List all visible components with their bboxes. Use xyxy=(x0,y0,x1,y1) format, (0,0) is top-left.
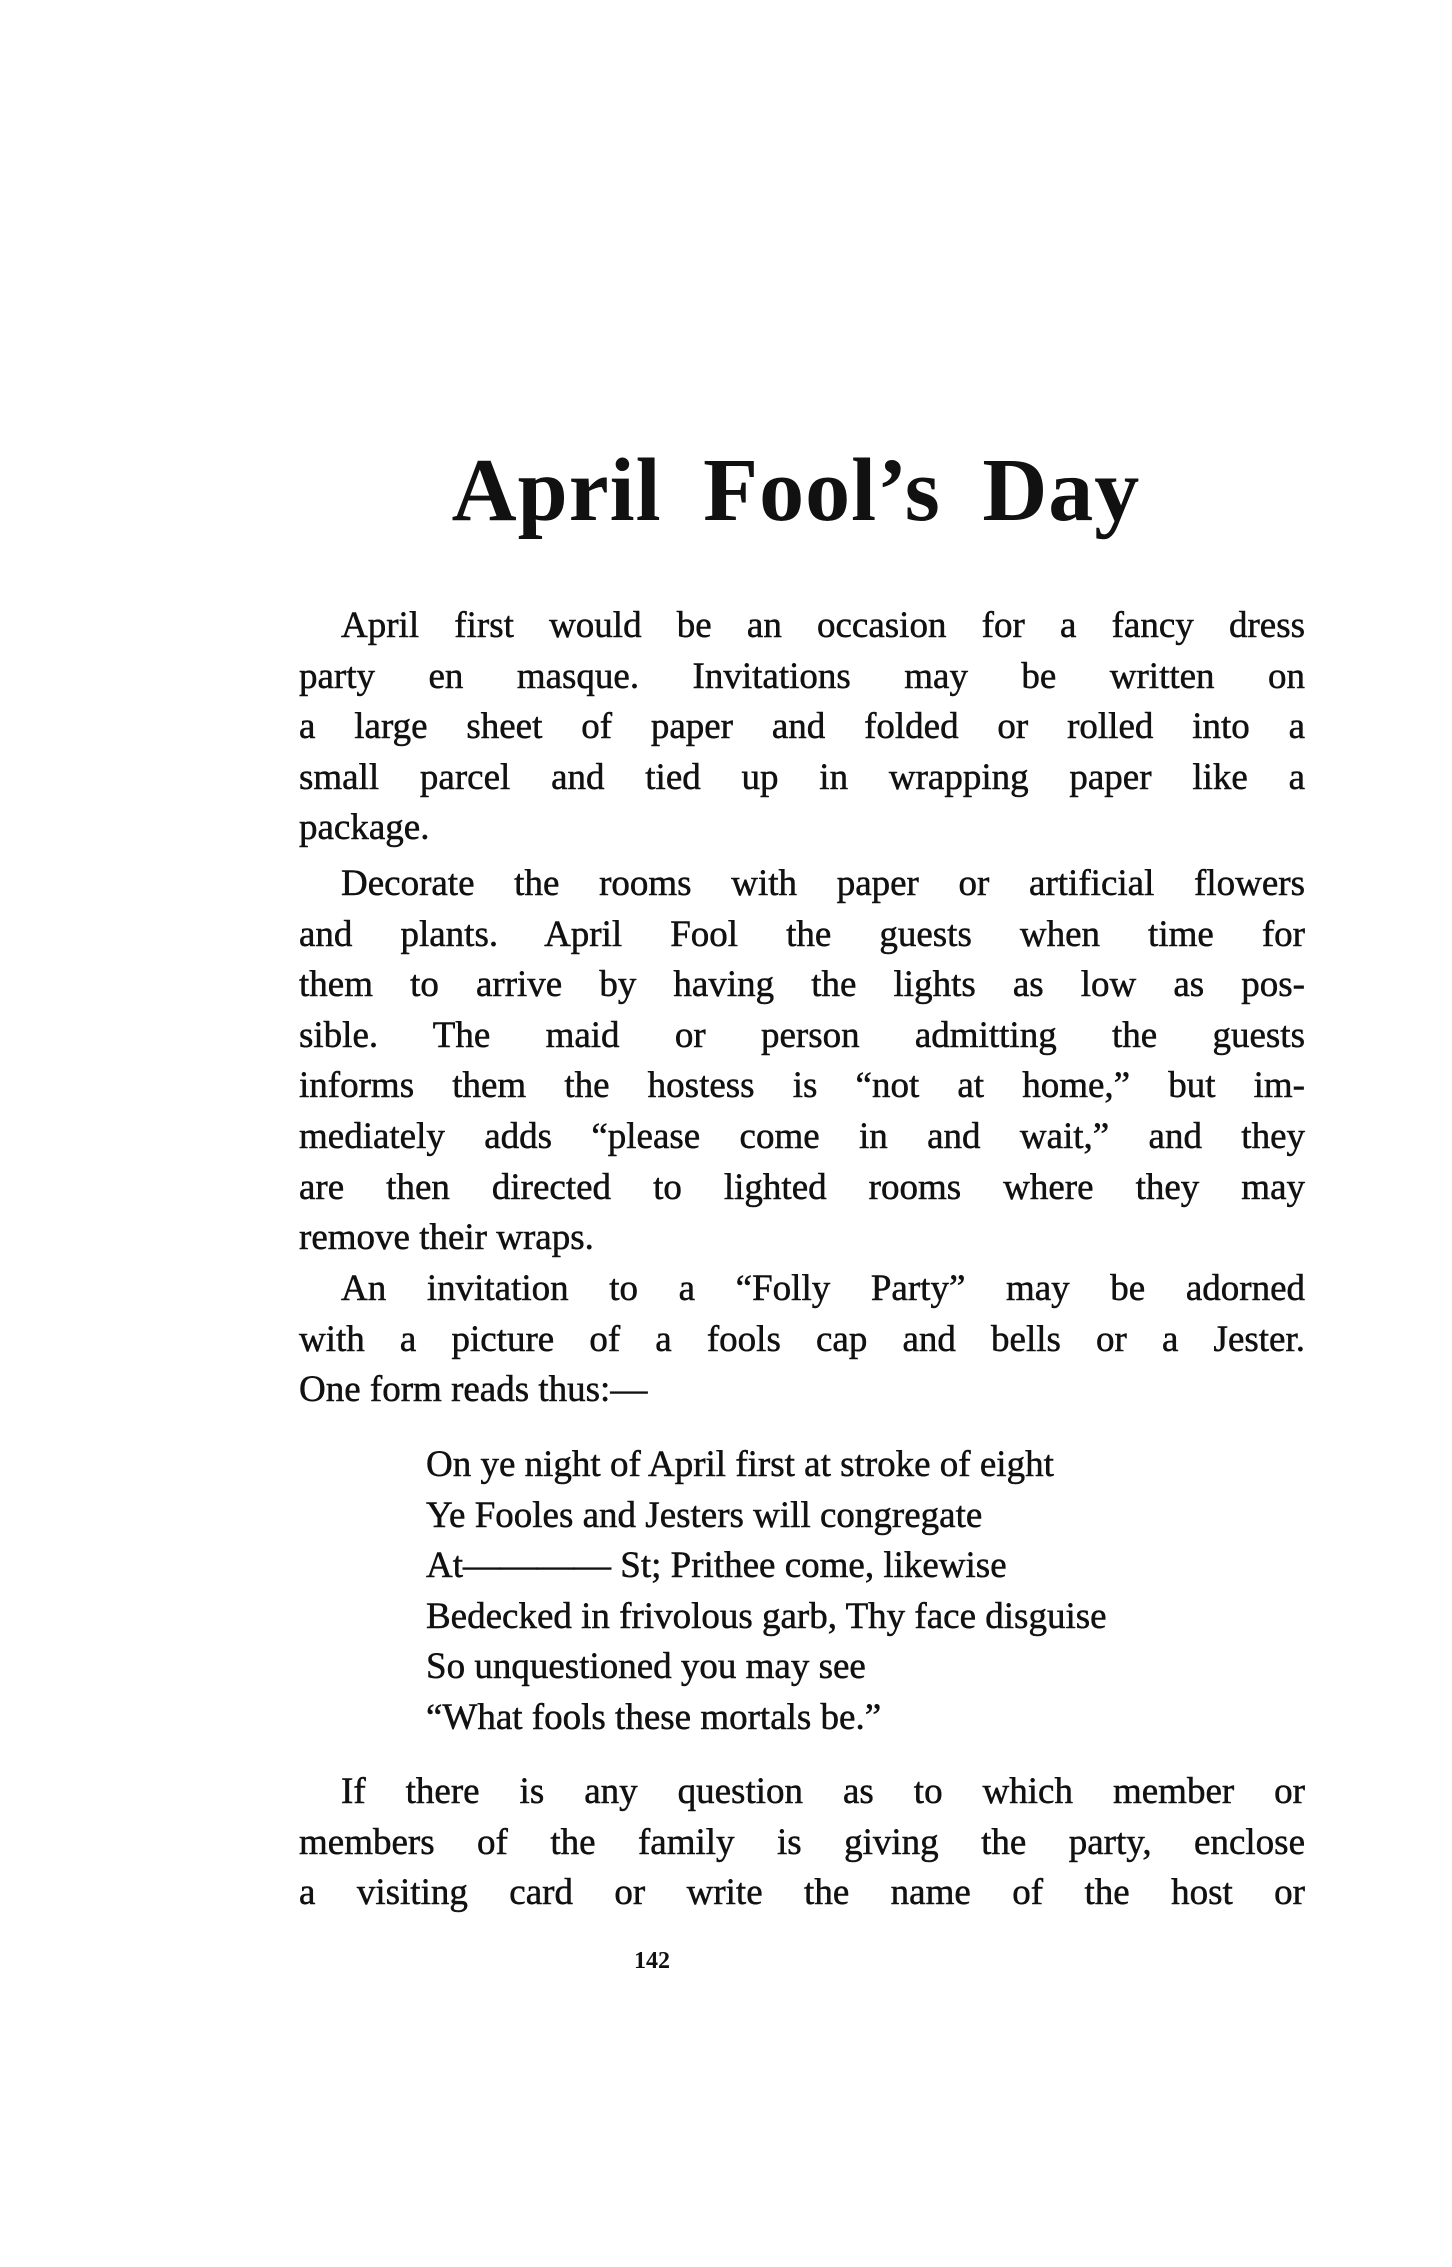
invitation-verse xyxy=(426,1440,1107,1744)
paragraph-2 xyxy=(299,859,1305,1264)
verse-line: “What fools these mortals be.” xyxy=(426,1696,882,1738)
verse-line: So unquestioned you may see xyxy=(426,1646,866,1688)
text-line: and plants. April Fool the guests when time for xyxy=(299,913,1305,955)
text-line: One form reads thus:— xyxy=(299,1369,648,1411)
text-line: are then directed to lighted rooms where they may xyxy=(299,1166,1305,1208)
text-line: April first would be an occasion for a fancy dress xyxy=(341,605,1305,646)
text-line: mediately adds “please come in and wait,” and they xyxy=(299,1115,1305,1157)
text-line: An invitation to a “Folly Party” may be adorned xyxy=(341,1268,1305,1309)
text-line: small parcel and tied up in wrapping paper like a xyxy=(299,756,1305,798)
text-line: If there is any question as to which member or xyxy=(341,1771,1305,1812)
text-line: them to arrive by having the lights as low as pos- xyxy=(299,964,1305,1006)
verse-line: On ye night of April first at stroke of eight xyxy=(426,1444,1054,1485)
paragraph-4 xyxy=(299,1767,1305,1919)
page-title: April Fool’s Day xyxy=(451,441,1141,540)
text-line: a large sheet of paper and folded or rolled into a xyxy=(299,706,1305,748)
text-line: sible. The maid or person admitting the guests xyxy=(299,1014,1305,1056)
page-number: 142 xyxy=(634,1948,670,1974)
verse-line: At———— St; Prithee come, likewise xyxy=(426,1545,1007,1587)
verse-line: Bedecked in frivolous garb, Thy face disguise xyxy=(426,1595,1107,1637)
text-line: members of the family is giving the party, enclose xyxy=(299,1821,1305,1863)
text-line: Decorate the rooms with paper or artificial flowers xyxy=(341,863,1305,904)
text-line: package. xyxy=(299,807,430,849)
paragraph-1 xyxy=(299,601,1305,854)
text-line: a visiting card or write the name of the host or xyxy=(299,1872,1305,1914)
text-line: with a picture of a fools cap and bells or a Jester. xyxy=(299,1318,1305,1360)
text-line: informs them the hostess is “not at home,” but im- xyxy=(299,1065,1305,1107)
text-line: party en masque. Invitations may be written on xyxy=(299,655,1305,697)
verse-line: Ye Fooles and Jesters will congregate xyxy=(426,1494,983,1536)
text-line: remove their wraps. xyxy=(299,1217,594,1259)
paragraph-3 xyxy=(299,1264,1305,1416)
